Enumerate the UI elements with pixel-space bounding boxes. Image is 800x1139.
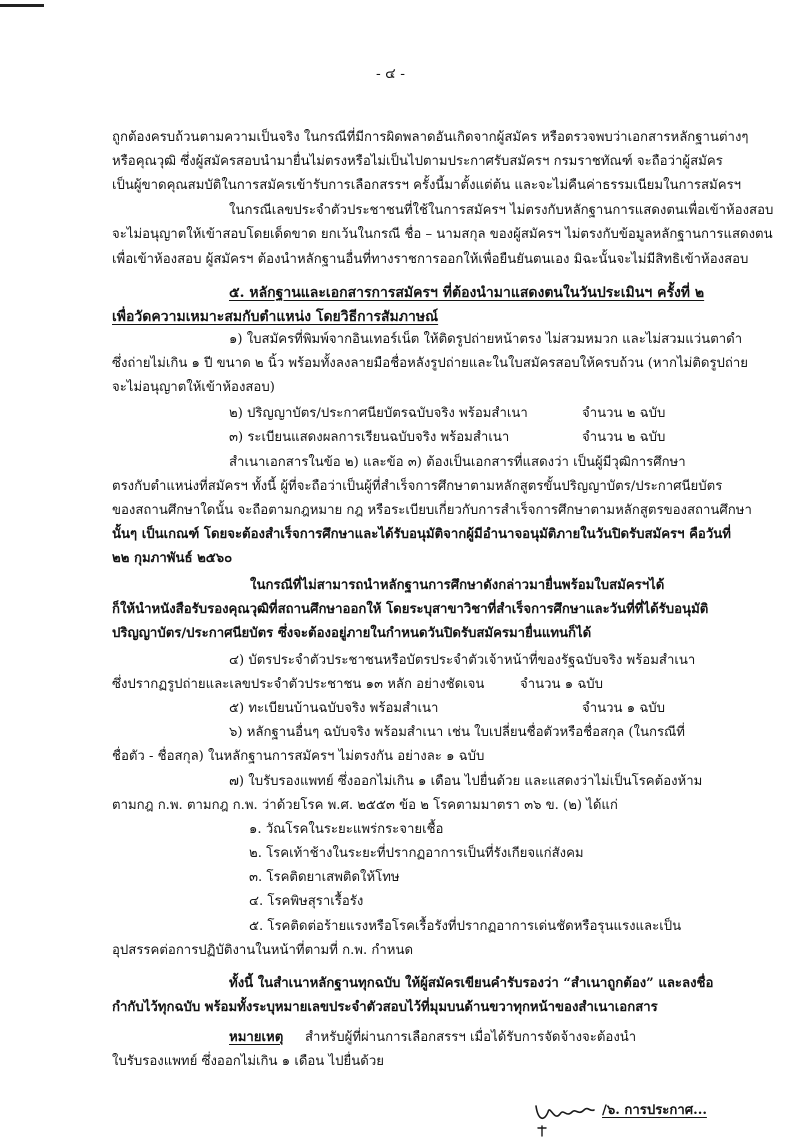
- copy-note-line-2: ตรงกับตำแหน่งที่สมัครฯ ทั้งนี้ ผู้ที่จะถือว่าเป็นผู้ที่สำเร็จการศึกษาตามหลักสูตรขั้นปริญญาบัตร/ประกาศนียบัตร: [112, 479, 723, 494]
- certificate-note-line-1: ในกรณีที่ไม่สามารถนำหลักฐานการศึกษาดังกล่าวมายื่นพร้อมใบสมัครฯได้: [250, 578, 665, 593]
- continuation-line-1: ถูกต้องครบถ้วนตามความเป็นจริง ในกรณีที่มีการผิดพลาดอันเกิดจากผู้สมัคร หรือตรวจพบว่าเอกสารหลักฐานต่างๆ: [112, 130, 749, 145]
- remark-line-2: ใบรับรองแพทย์ ซึ่งออกไม่เกิน ๑ เดือน ไปยื่นด้วย: [112, 1054, 384, 1069]
- item-4-line-2: ซึ่งปรากฏรูปถ่ายและเลขประจำตัวประชาชน ๑๓ หลัก อย่างชัดเจน: [112, 677, 485, 692]
- disease-3: ๓. โรคติดยาเสพติดให้โทษ: [249, 870, 400, 885]
- item-3-count: จำนวน ๒ ฉบับ: [582, 430, 666, 445]
- id-card-line-1: ในกรณีเลขประจำตัวประชาชนที่ใช้ในการสมัครฯ ไม่ตรงกับหลักฐานการแสดงตนเพื่อเข้าห้องสอบ: [229, 203, 774, 218]
- scan-corner-mark: [0, 4, 44, 7]
- item-1-line-1: ๑) ใบสมัครที่พิมพ์จากอินเทอร์เน็ต ให้ติดรูปถ่ายหน้าตรง ไม่สวมหมวก และไม่สวมแว่นตาดำ: [229, 332, 743, 347]
- disease-2: ๒. โรคเท้าช้างในระยะที่ปรากฏอาการเป็นที่รังเกียจแก่สังคม: [249, 846, 584, 861]
- copy-note-line-5: ๒๒ กุมภาพันธ์ ๒๕๖๐: [112, 551, 233, 566]
- disease-5-continued: อุปสรรคต่อการปฏิบัติงานในหน้าที่ตามที่ ก.พ. กำหนด: [112, 943, 414, 958]
- item-1-line-2: ซึ่งถ่ายไม่เกิน ๑ ปี ขนาด ๒ นิ้ว พร้อมทั้งลงลายมือชื่อหลังรูปถ่ายและในใบสมัครสอบให้ครบถ้วน (หากไม่ติดรูปถ่าย: [112, 356, 749, 371]
- item-2-text: ๒) ปริญญาบัตร/ประกาศนียบัตรฉบับจริง พร้อมสำเนา: [229, 406, 528, 421]
- item-5-count: จำนวน ๑ ฉบับ: [582, 701, 666, 716]
- page-number: - ๔ -: [376, 66, 405, 82]
- item-2-count: จำนวน ๒ ฉบับ: [582, 406, 666, 421]
- item-5-text: ๕) ทะเบียนบ้านฉบับจริง พร้อมสำเนา: [229, 701, 439, 716]
- item-3-text: ๓) ระเบียนแสดงผลการเรียนฉบับจริง พร้อมสำเนา: [229, 430, 510, 445]
- id-card-line-2: จะไม่อนุญาตให้เข้าสอบโดยเด็ดขาด ยกเว้นในกรณี ชื่อ – นามสกุล ของผู้สมัครฯ ไม่ตรงกับข้อมูลหลักฐานการแสดงตน: [112, 227, 773, 242]
- copy-note-line-3: ของสถานศึกษาใดนั้น จะถือตามกฎหมาย กฎ หรือระเบียบเกี่ยวกับการสำเร็จการศึกษาตามหลักสูตรของสถานศึกษา: [112, 503, 752, 518]
- copy-note-line-1: สำเนาเอกสารในข้อ ๒) และข้อ ๓) ต้องเป็นเอกสารที่แสดงว่า เป็นผู้มีวุฒิการศึกษา: [229, 455, 686, 470]
- section-5-heading: ๕. หลักฐานและเอกสารการสมัครฯ ที่ต้องนำมาแสดงตนในวันประเมินฯ ครั้งที่ ๒: [229, 285, 705, 301]
- id-card-line-3: เพื่อเข้าห้องสอบ ผู้สมัครฯ ต้องนำหลักฐานอื่นที่ทางราชการออกให้เพื่อยืนยันตนเอง มิฉะนั้นจะไม่มีสิทธิเข้าห้องสอบ: [112, 252, 749, 267]
- item-7-line-1: ๗) ใบรับรองแพทย์ ซึ่งออกไม่เกิน ๑ เดือน ไปยื่นด้วย และแสดงว่าไม่เป็นโรคต้องห้าม: [229, 774, 703, 789]
- disease-5: ๕. โรคติดต่อร้ายแรงหรือโรคเรื้อรังที่ปรากฏอาการเด่นชัดหรือรุนแรงและเป็น: [249, 919, 682, 934]
- item-4-line-1: ๔) บัตรประจำตัวประชาชนหรือบัตรประจำตัวเจ้าหน้าที่ของรัฐฉบับจริง พร้อมสำเนา: [229, 653, 696, 668]
- disease-4: ๔. โรคพิษสุราเรื้อรัง: [249, 894, 364, 909]
- certified-copy-instruction-line-2: กำกับไว้ทุกฉบับ พร้อมทั้งระบุหมายเลขประจำตัวสอบไว้ที่มุมบนด้านขวาทุกหน้าของสำเนาเอกสาร: [112, 1000, 658, 1015]
- item-6-line-1: ๖) หลักฐานอื่นๆ ฉบับจริง พร้อมสำเนา เช่น ใบเปลี่ยนชื่อตัวหรือชื่อสกุล (ในกรณีที่: [229, 725, 685, 740]
- next-page-marker: /๖. การประกาศ...: [602, 1103, 707, 1118]
- handwritten-initials: [532, 1092, 596, 1138]
- remark-label: หมายเหตุ: [229, 1030, 284, 1045]
- section-5-subheading: เพื่อวัดความเหมาะสมกับตำแหน่ง โดยวิธีการสัมภาษณ์: [112, 309, 439, 325]
- copy-note-line-4: นั้นๆ เป็นเกณฑ์ โดยจะต้องสำเร็จการศึกษาและได้รับอนุมัติจากผู้มีอำนาจอนุมัติภายในวันปิดรับสมัครฯ คือวันที่: [112, 527, 731, 542]
- remark-line-1: สำหรับผู้ที่ผ่านการเลือกสรรฯ เมื่อได้รับการจัดจ้างจะต้องนำ: [305, 1030, 637, 1045]
- certified-copy-instruction-line-1: ทั้งนี้ ในสำเนาหลักฐานทุกฉบับ ให้ผู้สมัครเขียนคำรับรองว่า “สำเนาถูกต้อง” และลงชื่อ: [229, 976, 714, 991]
- item-7-line-2: ตามกฎ ก.พ. ตามกฎ ก.พ. ว่าด้วยโรค พ.ศ. ๒๕๕๓ ข้อ ๒ โรคตามมาตรา ๓๖ ข. (๒) ได้แก่: [112, 798, 618, 813]
- item-1-line-3: จะไม่อนุญาตให้เข้าห้องสอบ): [112, 380, 275, 395]
- continuation-line-2: หรือคุณวุฒิ ซึ่งผู้สมัครสอบนำมายื่นไม่ตรงหรือไม่เป็นไปตามประกาศรับสมัครฯ กรมราชทัณฑ์ จะถือว่าผู้สมัคร: [112, 154, 723, 169]
- certificate-note-line-2: ก็ให้นำหนังสือรับรองคุณวุฒิที่สถานศึกษาออกให้ โดยระบุสาขาวิชาที่สำเร็จการศึกษาและวันที่ที่ได้รับอนุมัติ: [112, 602, 709, 617]
- item-6-line-2: ชื่อตัว - ชื่อสกุล) ในหลักฐานการสมัครฯ ไม่ตรงกัน อย่างละ ๑ ฉบับ: [112, 749, 485, 764]
- continuation-line-3: เป็นผู้ขาดคุณสมบัติในการสมัครเข้ารับการเลือกสรรฯ ครั้งนี้มาตั้งแต่ต้น และจะไม่คืนค่าธรรมเนียมในการสมัครฯ: [112, 178, 742, 193]
- item-4-count: จำนวน ๑ ฉบับ: [520, 677, 604, 692]
- certificate-note-line-3: ปริญญาบัตร/ประกาศนียบัตร ซึ่งจะต้องอยู่ภายในกำหนดวันปิดรับสมัครมายื่นแทนก็ได้: [112, 626, 592, 641]
- disease-1: ๑. วัณโรคในระยะแพร่กระจายเชื้อ: [249, 822, 444, 837]
